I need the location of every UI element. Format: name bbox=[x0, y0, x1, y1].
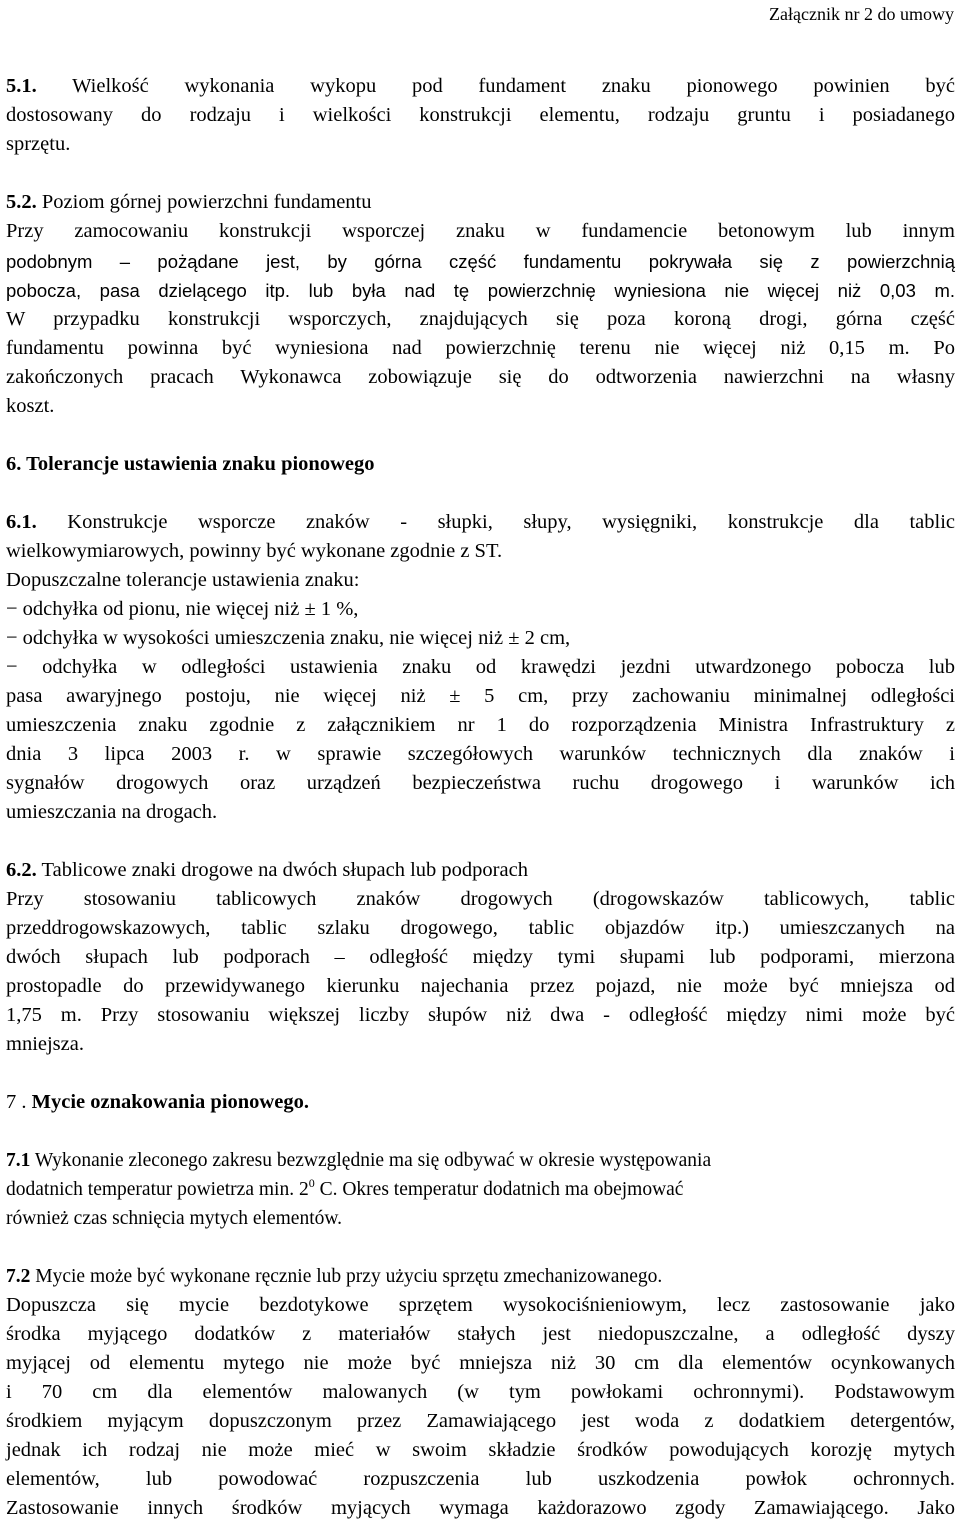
section-7-2-line-2: Dopuszcza się mycie bezdotykowe sprzętem wysokociśnieniowym, lecz zastosowanie jako bbox=[6, 1294, 955, 1316]
section-number: 5.2. bbox=[6, 191, 37, 213]
section-7-1-line-1 bbox=[6, 1146, 955, 1175]
tolerance-item-3: − odchyłka w odległości ustawienia znaku od krawędzi jezdni utwardzonego pobocza lub bbox=[6, 656, 955, 678]
section-number: 7.1 bbox=[6, 1150, 31, 1171]
section-5-1-line-3: sprzętu. bbox=[6, 133, 71, 155]
section-7-2-line-8: elementów, lub powodować rozpuszczenia lub uszkodzenia powłok ochronnych. bbox=[6, 1468, 955, 1490]
section-5-2-line-6: zakończonych pracach Wykonawca zobowiązuje się do odtworzenia nawierzchni na własny bbox=[6, 366, 955, 388]
attachment-header: Załącznik nr 2 do umowy bbox=[769, 4, 954, 24]
section-6-2-title bbox=[6, 856, 955, 885]
section-6-1-line-9: dnia 3 lipca 2003 r. w sprawie szczegółowych warunków technicznych dla znaków i bbox=[6, 743, 955, 765]
section-text: Konstrukcje wsporcze znaków - słupki, słupy, wysięgniki, konstrukcje dla tablic bbox=[67, 511, 955, 533]
section-5-2-line-1: Przy zamocowaniu konstrukcji wsporczej znaku w fundamencie betonowym lub innym bbox=[6, 220, 955, 242]
section-6-1-line-10: sygnałów drogowych oraz urządzeń bezpieczeństwa ruchu drogowego i warunków ich bbox=[6, 772, 955, 794]
section-title: Tablicowe znaki drogowe na dwóch słupach lub podporach bbox=[41, 859, 528, 881]
section-6-1-line-8: umieszczenia znaku zgodnie z załącznikiem nr 1 do rozporządzenia Ministra Infrastruktury z bbox=[6, 714, 955, 736]
section-6-2-line-1: Przy stosowaniu tablicowych znaków drogowych (drogowskazów tablicowych, tablic bbox=[6, 888, 955, 910]
section-number: 7.2 bbox=[6, 1266, 31, 1287]
section-7-2-line-7: jednak ich rodzaj nie może mieć w swoim składzie środków powodujących korozję mytych bbox=[6, 1439, 955, 1461]
tolerance-item-2: − odchyłka w wysokości umieszczenia znaku, nie więcej niż ± 2 cm, bbox=[6, 627, 571, 649]
section-6-1-line-7: pasa awaryjnego postoju, nie więcej niż ± 5 cm, przy zachowaniu minimalnej odległości bbox=[6, 685, 955, 707]
temp-text-pre: dodatnich temperatur powietrza min. 2 bbox=[6, 1179, 309, 1200]
section-7-2-line-9: Zastosowanie innych środków myjących wymaga każdorazowo zgody Zamawiającego. Jako bbox=[6, 1497, 955, 1519]
section-7-2-line-5: i 70 cm dla elementów malowanych (w tym powłokami ochronnymi). Podstawowym bbox=[6, 1381, 955, 1403]
section-text: Wykonanie zleconego zakresu bezwzględnie ma się odbywać w okresie występowania bbox=[34, 1150, 712, 1171]
section-5-2-line-5: fundamentu powinna być wyniesiona nad powierzchnię terenu nie więcej niż 0,15 m. Po bbox=[6, 337, 955, 359]
section-6-1-line-11: umieszczania na drogach. bbox=[6, 801, 218, 823]
section-5-1-line-1 bbox=[6, 72, 955, 101]
section-7-1-line-3: również czas schnięcia mytych elementów. bbox=[6, 1208, 343, 1229]
section-title: Poziom górnej powierzchni fundamentu bbox=[41, 191, 372, 213]
section-5-2-line-7: koszt. bbox=[6, 395, 55, 417]
section-6-2-line-6: mniejsza. bbox=[6, 1033, 84, 1055]
section-7-2-line-4: myjącej od elementu mytego nie może być mniejsza niż 30 cm dla elementów ocynkowanych bbox=[6, 1352, 955, 1374]
section-5-1-line-2: dostosowany do rodzaju i wielkości konstrukcji elementu, rodzaju gruntu i posiadanego bbox=[6, 104, 955, 126]
section-6-2-line-3: dwóch słupach lub podporach – odległość między tymi słupami lub podporami, mierzona bbox=[6, 946, 955, 968]
section-5-2-line-3: pobocza, pasa dzielącego itp. lub była nad tę powierzchnię wyniesiona nie więcej niż 0,03 m. bbox=[6, 280, 955, 301]
section-7-2-line-6: środkiem myjącym dopuszczonym przez Zamawiającego jest woda z dodatkiem detergentów, bbox=[6, 1410, 955, 1432]
tolerance-item-1: − odchyłka od pionu, nie więcej niż ± 1 %, bbox=[6, 598, 359, 620]
section-6-heading: 6. Tolerancje ustawienia znaku pionowego bbox=[6, 453, 375, 475]
section-number: 5.1. bbox=[6, 75, 37, 97]
section-6-1-line-3: Dopuszczalne tolerancje ustawienia znaku: bbox=[6, 569, 360, 591]
section-6-2-line-5: 1,75 m. Przy stosowaniu większej liczby słupów niż dwa - odległość między nimi może być bbox=[6, 1004, 955, 1026]
temp-text-post: C. Okres temperatur dodatnich ma obejmować bbox=[314, 1179, 684, 1200]
section-6-1-line-2: wielkowymiarowych, powinny być wykonane zgodnie z ST. bbox=[6, 540, 503, 562]
section-7-2-line-1 bbox=[6, 1262, 955, 1291]
section-number: 7 . bbox=[6, 1091, 27, 1113]
section-6-2-line-4: prostopadle do przewidywanego kierunku najechania przez pojazd, nie może być mniejsza od bbox=[6, 975, 955, 997]
section-number: 6.2. bbox=[6, 859, 37, 881]
section-number: 6.1. bbox=[6, 511, 37, 533]
section-7-2-line-3: środka myjącego dodatków z materiałów stałych jest niedopuszczalne, a odległość dyszy bbox=[6, 1323, 955, 1345]
section-6-1-line-1 bbox=[6, 508, 955, 537]
section-7-heading bbox=[6, 1088, 955, 1117]
degree-superscript: 0 bbox=[308, 1175, 315, 1190]
section-text: Mycie może być wykonane ręcznie lub przy użyciu sprzętu zmechanizowanego. bbox=[35, 1266, 663, 1287]
section-title: Mycie oznakowania pionowego. bbox=[31, 1091, 309, 1113]
section-text: Wielkość wykonania wykopu pod fundament znaku pionowego powinien być bbox=[72, 75, 955, 97]
section-5-2-title bbox=[6, 188, 955, 217]
section-6-2-line-2: przeddrogowskazowych, tablic szlaku drogowego, tablic objazdów itp.) umieszczanych na bbox=[6, 917, 955, 939]
section-7-1-line-2 bbox=[6, 1175, 955, 1204]
section-5-2-line-4: W przypadku konstrukcji wsporczych, znajdujących się poza koroną drogi, górna część bbox=[6, 308, 955, 330]
section-5-2-line-2: podobnym – pożądane jest, by górna część fundamentu pokrywała się z powierzchnią bbox=[6, 251, 955, 272]
